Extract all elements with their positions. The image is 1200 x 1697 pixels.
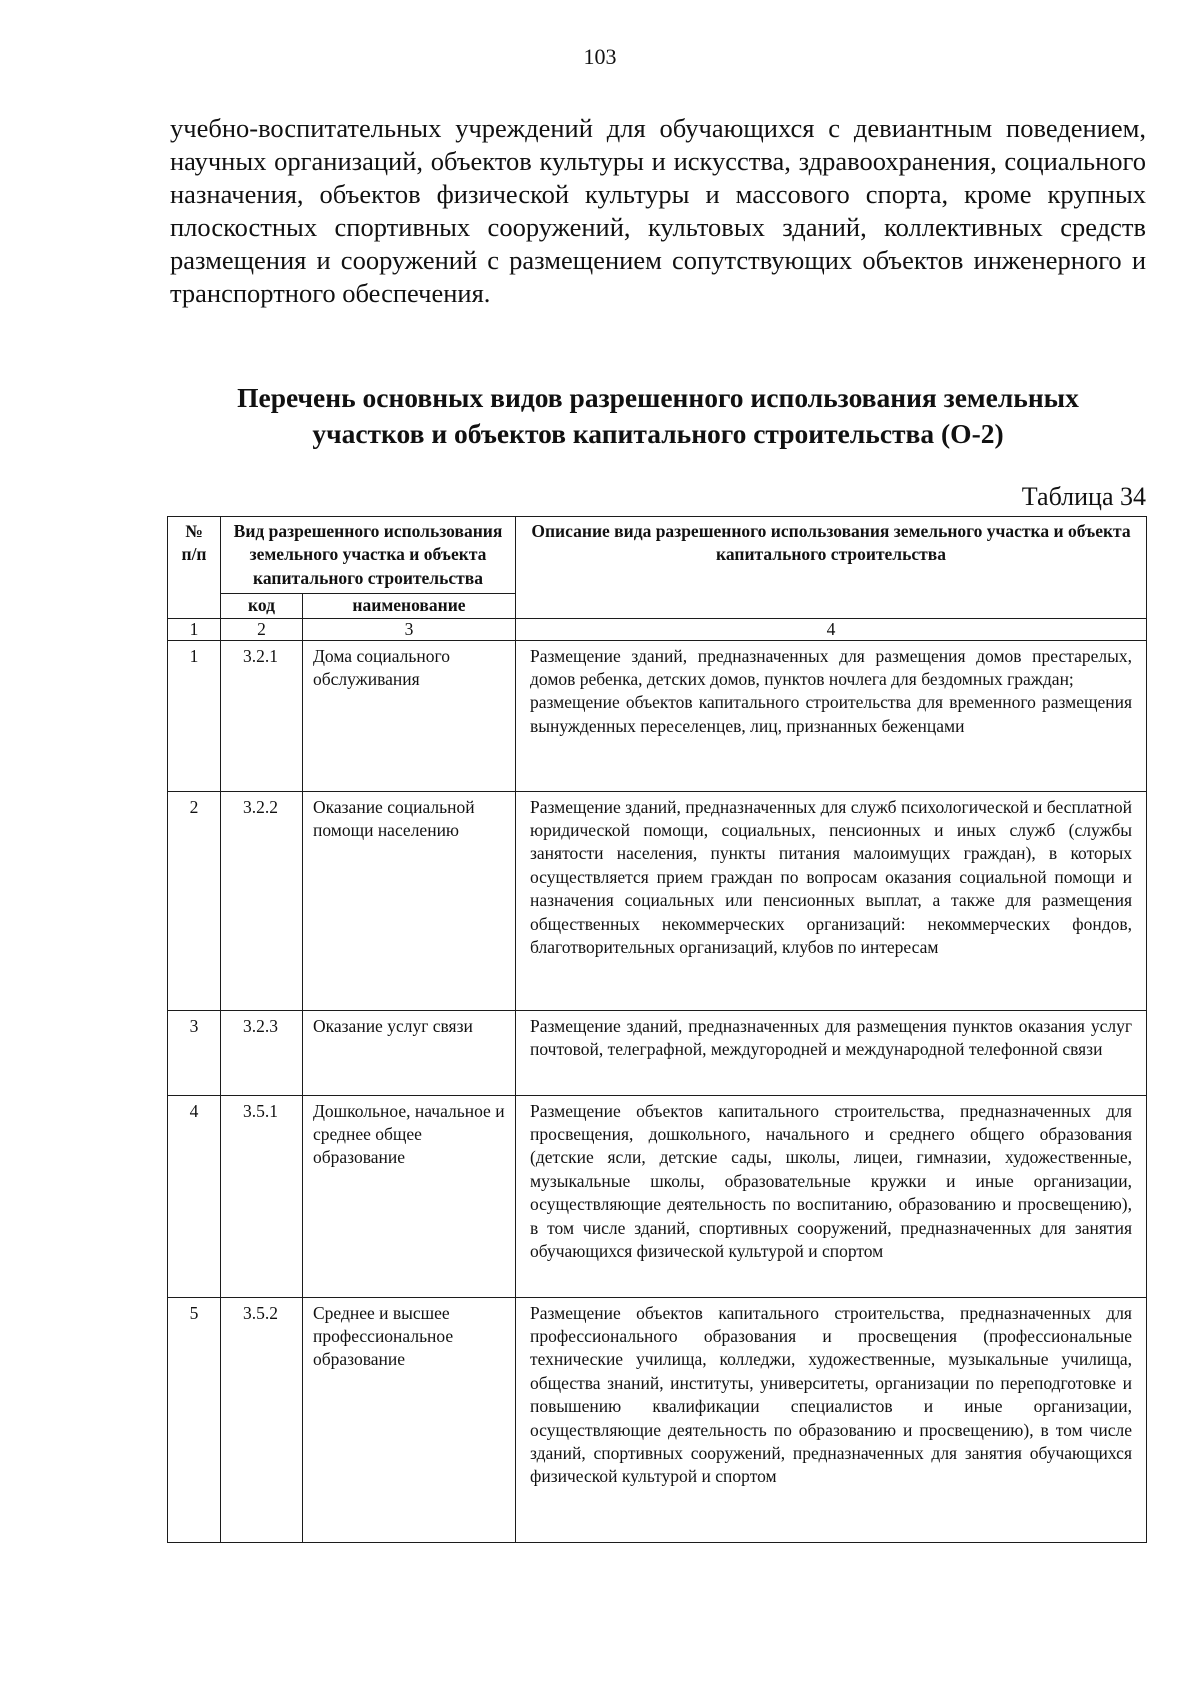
row-number: 4 [168,1095,221,1297]
land-use-table [167,516,1147,1543]
header-kind: Вид разрешенного использования земельного участка и объекта капитального строительства [221,517,516,594]
table-body [168,618,1147,1542]
column-index-cell: 1 [168,618,221,640]
column-index-cell: 3 [303,618,516,640]
row-number: 2 [168,791,221,1010]
intro-paragraph: учебно-воспитательных учреждений для обучающихся с девиантным поведением, научных организаций, объектов культуры и искусства, здравоохранения, социального назначения, объектов физической культуры и массового спорта, кроме крупных плоскостных спортивных сооружений, культовых зданий, коллективных средств размещения и сооружений с размещением сопутствующих объектов инженерного и транспортного обеспечения. [170,113,1146,308]
table-row [168,1095,1147,1297]
description-line: Размещение зданий, предназначенных для размещения домов престарелых, домов ребенка, детских домов, пунктов ночлега для бездомных граждан; [530,645,1132,690]
description-line: Размещение объектов капитального строительства, предназначенных для просвещения, дошкольного, начального и среднего общего образования (детские ясли, детские сады, школы, лицеи, гимназии, художественные, музыкальные школы, образовательные кружки и иные организации, осуществляющие деятельность по воспитанию, образованию и просвещению), в том числе зданий, спортивных сооружений, предназначенных для занятия обучающихся физической культурой и спортом [530,1100,1132,1262]
row-name: Дошкольное, начальное и среднее общее образование [303,1095,516,1297]
row-number: 1 [168,640,221,791]
row-description [516,1297,1147,1542]
column-index-row [168,618,1147,640]
row-name: Оказание услуг связи [303,1010,516,1095]
header-description: Описание вида разрешенного использования земельного участка и объекта капитального строительства [516,517,1147,619]
section-title-line-1: Перечень основных видов разрешенного использования земельных [237,382,1079,413]
row-name: Оказание социальной помощи населению [303,791,516,1010]
table-row [168,791,1147,1010]
row-code: 3.2.1 [221,640,303,791]
row-code: 3.2.3 [221,1010,303,1095]
row-name: Среднее и высшее профессиональное образование [303,1297,516,1542]
table-row [168,640,1147,791]
row-code: 3.5.2 [221,1297,303,1542]
section-title [170,380,1146,452]
row-description [516,791,1147,1010]
column-index-cell: 2 [221,618,303,640]
row-number: 3 [168,1010,221,1095]
table-row [168,1010,1147,1095]
row-description [516,640,1147,791]
section-title-line-2: участков и объектов капитального строительства (О-2) [312,418,1004,449]
description-line: Размещение зданий, предназначенных для размещения пунктов оказания услуг почтовой, телеграфной, междугородней и международной телефонной связи [530,1015,1132,1060]
row-code: 3.5.1 [221,1095,303,1297]
header-name: наименование [303,594,516,618]
header-code: код [221,594,303,618]
row-name: Дома социального обслуживания [303,640,516,791]
table-row [168,1297,1147,1542]
description-line: размещение объектов капитального строительства для временного размещения вынужденных переселенцев, лиц, признанных беженцами [530,692,1132,736]
row-code: 3.2.2 [221,791,303,1010]
row-description [516,1010,1147,1095]
row-number: 5 [168,1297,221,1542]
table-header-row [168,517,1147,594]
description-line: Размещение объектов капитального строительства, предназначенных для профессионального образования и просвещения (профессиональные технические училища, колледжи, художественные, музыкальные училища, общества знаний, институты, университеты, организации по переподготовке и повышению квалификации специалистов и иные организации, осуществляющие деятельность по образованию и просвещению), в том числе зданий, спортивных сооружений, предназначенных для занятия обучающихся физической культурой и спортом [530,1302,1132,1487]
table-caption: Таблица 34 [1021,482,1146,511]
column-index-cell: 4 [516,618,1147,640]
header-num: № п/п [168,517,221,619]
page-number: 103 [583,44,617,69]
row-description [516,1095,1147,1297]
description-line: Размещение зданий, предназначенных для служб психологической и бесплатной юридической помощи, социальных, пенсионных и иных служб (службы занятости населения, пункты питания малоимущих граждан), в которых осуществляется прием граждан по вопросам оказания социальной помощи и назначения социальных или пенсионных выплат, а также для размещения общественных некоммерческих организаций: некоммерческих фондов, благотворительных организаций, клубов по интересам [530,796,1132,958]
